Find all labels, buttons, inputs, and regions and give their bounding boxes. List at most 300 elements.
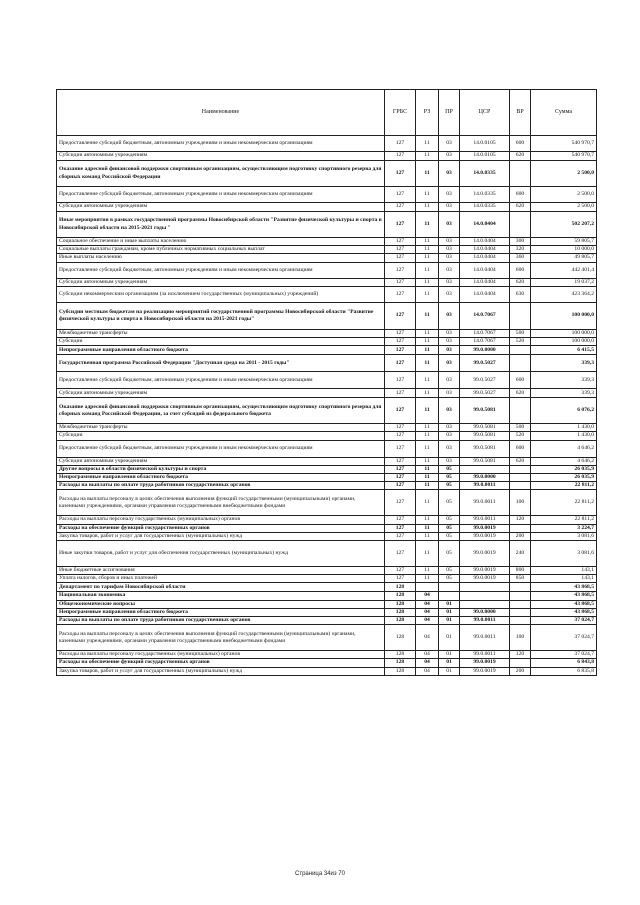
cell-vr: 520: [510, 432, 531, 440]
cell-pr: 03: [439, 212, 460, 238]
table-row: [57, 583, 597, 592]
header-grbs: ГРБС: [385, 90, 416, 136]
cell-sum: 37 024,7: [531, 625, 597, 651]
cell-grbs: 128: [385, 617, 416, 625]
cell-name: Иные выплаты населению: [57, 254, 385, 262]
cell-csr: 99.0.0019: [460, 667, 510, 675]
cell-sum: 10 000,0: [531, 246, 597, 254]
cell-name: Расходы на выплаты персоналу в целях обеспечения выполнения функций государственными (муниципальными) органами, казенными учреждениями, органами управления государственными внебюджетными фондами: [57, 490, 385, 516]
cell-name: Уплата налогов, сборов и иных платежей: [57, 575, 385, 583]
cell-rz: 11: [416, 524, 439, 532]
cell-vr: 600: [510, 372, 531, 389]
table-row: [57, 490, 597, 516]
cell-csr: 99.0.0019: [460, 541, 510, 567]
cell-grbs: 127: [385, 575, 416, 583]
cell-pr: [439, 592, 460, 600]
table-row: [57, 659, 597, 667]
cell-grbs: 127: [385, 254, 416, 262]
cell-name: Субсидии местным бюджетам на реализацию мероприятий государственной программы Новосибирской области "Развитие физической культуры и спорта в Новосибирской области на 2015-2021 годы": [57, 302, 385, 329]
cell-rz: 11: [416, 152, 439, 161]
table-row: [57, 575, 597, 583]
cell-vr: 620: [510, 389, 531, 398]
cell-pr: 01: [439, 667, 460, 675]
cell-grbs: 128: [385, 600, 416, 608]
cell-pr: 05: [439, 490, 460, 516]
cell-rz: 11: [416, 490, 439, 516]
cell-rz: 11: [416, 355, 439, 372]
cell-pr: 03: [439, 338, 460, 346]
cell-name: Субсидии: [57, 338, 385, 346]
cell-csr: 14.0.0404: [460, 278, 510, 286]
cell-pr: 03: [439, 187, 460, 203]
cell-grbs: 128: [385, 592, 416, 600]
cell-rz: 11: [416, 346, 439, 355]
cell-pr: 01: [439, 651, 460, 659]
cell-vr: 600: [510, 440, 531, 457]
cell-pr: 03: [439, 152, 460, 161]
cell-rz: 11: [416, 203, 439, 212]
cell-name: Иные закупки товаров, работ и услуг для обеспечения государственных (муниципальных) нужд: [57, 541, 385, 567]
table-row: [57, 608, 597, 616]
cell-name: Межбюджетные трансферты: [57, 424, 385, 432]
cell-rz: 11: [416, 516, 439, 524]
table-row: [57, 203, 597, 212]
cell-csr: 99.0.0000: [460, 346, 510, 355]
cell-pr: 03: [439, 161, 460, 187]
cell-pr: 05: [439, 482, 460, 490]
cell-rz: 11: [416, 246, 439, 254]
cell-grbs: 127: [385, 465, 416, 473]
table-row: [57, 440, 597, 457]
cell-grbs: 127: [385, 457, 416, 465]
cell-grbs: 127: [385, 346, 416, 355]
cell-rz: 11: [416, 262, 439, 278]
cell-csr: 99.0.0019: [460, 532, 510, 540]
table-row: [57, 187, 597, 203]
cell-csr: [460, 465, 510, 473]
cell-grbs: 127: [385, 187, 416, 203]
cell-csr: 14.0.0404: [460, 212, 510, 238]
cell-pr: 03: [439, 246, 460, 254]
cell-grbs: 128: [385, 659, 416, 667]
cell-vr: [510, 346, 531, 355]
cell-grbs: 128: [385, 608, 416, 616]
table-row: [57, 286, 597, 302]
cell-rz: 11: [416, 278, 439, 286]
cell-pr: 03: [439, 262, 460, 278]
cell-name: Закупка товаров, работ и услуг для государственных (муниципальных) нужд: [57, 667, 385, 675]
cell-pr: 01: [439, 625, 460, 651]
cell-sum: 540 970,7: [531, 152, 597, 161]
cell-vr: 100: [510, 625, 531, 651]
cell-name: Государственная программа Российской Федерации "Доступная среда на 2011 - 2015 годы": [57, 355, 385, 372]
table-row: [57, 432, 597, 440]
cell-pr: 05: [439, 516, 460, 524]
cell-rz: 11: [416, 212, 439, 238]
table-header-row: [57, 90, 597, 136]
cell-sum: 43 868,5: [531, 608, 597, 616]
cell-grbs: 127: [385, 432, 416, 440]
table-row: [57, 278, 597, 286]
cell-grbs: 128: [385, 667, 416, 675]
cell-pr: 05: [439, 532, 460, 540]
cell-rz: 11: [416, 389, 439, 398]
cell-rz: 11: [416, 432, 439, 440]
cell-name: Субсидии некоммерческим организациям (за исключением государственных (муниципальных) учреждений): [57, 286, 385, 302]
cell-csr: 99.0.5081: [460, 398, 510, 424]
cell-sum: 3 081,6: [531, 541, 597, 567]
cell-sum: 1 430,0: [531, 424, 597, 432]
cell-sum: 37 024,7: [531, 617, 597, 625]
cell-pr: 03: [439, 389, 460, 398]
cell-rz: 11: [416, 424, 439, 432]
cell-vr: 800: [510, 567, 531, 575]
cell-pr: 03: [439, 136, 460, 152]
cell-csr: 99.0.5081: [460, 457, 510, 465]
cell-sum: 26 035,9: [531, 465, 597, 473]
cell-grbs: 127: [385, 516, 416, 524]
cell-vr: 100: [510, 490, 531, 516]
cell-pr: 03: [439, 203, 460, 212]
cell-vr: [510, 600, 531, 608]
cell-csr: 99.0.5027: [460, 389, 510, 398]
cell-name: Социальные выплаты гражданам, кроме публичных нормативных социальных выплат: [57, 246, 385, 254]
cell-csr: 14.0.0404: [460, 254, 510, 262]
cell-name: Закупка товаров, работ и услуг для государственных (муниципальных) нужд: [57, 532, 385, 540]
table-row: [57, 667, 597, 675]
cell-grbs: 127: [385, 338, 416, 346]
cell-pr: 05: [439, 567, 460, 575]
cell-grbs: 127: [385, 482, 416, 490]
cell-vr: [510, 398, 531, 424]
cell-pr: 05: [439, 524, 460, 532]
cell-name: Субсидии автономным учреждениям: [57, 203, 385, 212]
cell-sum: 423 364,2: [531, 286, 597, 302]
cell-vr: 200: [510, 532, 531, 540]
cell-name: Предоставление субсидий бюджетным, автономным учреждениям и иным некоммерческим организациям: [57, 136, 385, 152]
cell-pr: 01: [439, 659, 460, 667]
cell-name: Оказание адресной финансовой поддержки спортивным организациям, осуществляющим подготовку спортивного резерва для сборных команд Российской Федерации: [57, 161, 385, 187]
cell-pr: 03: [439, 432, 460, 440]
cell-csr: [460, 600, 510, 608]
cell-vr: 320: [510, 246, 531, 254]
table-row: [57, 516, 597, 524]
cell-pr: 03: [439, 278, 460, 286]
cell-grbs: 127: [385, 424, 416, 432]
table-row: [57, 302, 597, 329]
cell-name: Расходы на выплаты по оплате труда работников государственных органов: [57, 617, 385, 625]
cell-rz: 11: [416, 329, 439, 337]
cell-csr: 14.0.0404: [460, 238, 510, 246]
cell-sum: 49 805,7: [531, 254, 597, 262]
cell-vr: 520: [510, 338, 531, 346]
cell-pr: 03: [439, 302, 460, 329]
cell-sum: 43 868,5: [531, 592, 597, 600]
cell-csr: 99.0.5027: [460, 372, 510, 389]
cell-vr: [510, 161, 531, 187]
table-row: [57, 329, 597, 337]
cell-sum: 143,1: [531, 575, 597, 583]
cell-rz: 04: [416, 667, 439, 675]
table-row: [57, 625, 597, 651]
cell-grbs: 127: [385, 372, 416, 389]
cell-grbs: 127: [385, 567, 416, 575]
cell-rz: 04: [416, 651, 439, 659]
table-row: [57, 465, 597, 473]
header-sum: Сумма: [531, 90, 597, 136]
cell-vr: [510, 592, 531, 600]
cell-vr: [510, 659, 531, 667]
cell-vr: 600: [510, 262, 531, 278]
cell-sum: 2 500,0: [531, 203, 597, 212]
cell-vr: 500: [510, 329, 531, 337]
cell-grbs: 128: [385, 625, 416, 651]
cell-name: Иные бюджетные ассигнования: [57, 567, 385, 575]
cell-csr: 99.0.0011: [460, 490, 510, 516]
cell-rz: 11: [416, 541, 439, 567]
cell-sum: 59 805,7: [531, 238, 597, 246]
cell-vr: 850: [510, 575, 531, 583]
cell-rz: 11: [416, 238, 439, 246]
cell-name: Субсидии автономным учреждениям: [57, 152, 385, 161]
cell-vr: 620: [510, 203, 531, 212]
cell-csr: 14.0.0404: [460, 262, 510, 278]
table-row: [57, 600, 597, 608]
cell-csr: 99.0.0019: [460, 567, 510, 575]
cell-csr: 99.0.0011: [460, 625, 510, 651]
cell-sum: 540 970,7: [531, 136, 597, 152]
table-body: [57, 136, 597, 676]
cell-vr: [510, 524, 531, 532]
budget-table: [56, 89, 597, 676]
cell-rz: 11: [416, 372, 439, 389]
cell-vr: [510, 474, 531, 482]
cell-grbs: 127: [385, 440, 416, 457]
cell-csr: 99.0.0019: [460, 659, 510, 667]
cell-vr: [510, 617, 531, 625]
cell-sum: 43 868,5: [531, 600, 597, 608]
cell-csr: 99.0.0011: [460, 617, 510, 625]
cell-name: Расходы на обеспечение функций государственных органов: [57, 524, 385, 532]
cell-sum: 100 000,0: [531, 338, 597, 346]
cell-name: Оказание адресной финансовой поддержки спортивным организациям, осуществляющим подготовку спортивного резерва для сборных команд Российской Федерации, за счет субсидий из федерального бюджета: [57, 398, 385, 424]
cell-sum: 37 024,7: [531, 651, 597, 659]
cell-rz: 11: [416, 136, 439, 152]
cell-sum: 339,3: [531, 355, 597, 372]
cell-grbs: 127: [385, 212, 416, 238]
header-rz: РЗ: [416, 90, 439, 136]
header-name: Наименование: [57, 90, 385, 136]
cell-name: Субсидии: [57, 432, 385, 440]
cell-name: Социальное обеспечение и иные выплаты населению: [57, 238, 385, 246]
cell-name: Другие вопросы в области физической культуры и спорта: [57, 465, 385, 473]
cell-name: Непрограммные направления областного бюджета: [57, 346, 385, 355]
cell-rz: 11: [416, 398, 439, 424]
cell-csr: 99.0.5027: [460, 355, 510, 372]
table-row: [57, 238, 597, 246]
cell-rz: 11: [416, 482, 439, 490]
cell-csr: 14.0.0105: [460, 152, 510, 161]
cell-vr: 240: [510, 541, 531, 567]
cell-rz: 04: [416, 592, 439, 600]
cell-sum: 100 000,0: [531, 302, 597, 329]
table-row: [57, 541, 597, 567]
cell-rz: 04: [416, 625, 439, 651]
cell-vr: 360: [510, 254, 531, 262]
cell-grbs: 127: [385, 286, 416, 302]
cell-sum: 6 415,5: [531, 346, 597, 355]
header-vr: ВР: [510, 90, 531, 136]
cell-sum: 4 646,2: [531, 457, 597, 465]
cell-vr: 620: [510, 152, 531, 161]
cell-vr: 630: [510, 286, 531, 302]
cell-sum: 4 646,2: [531, 440, 597, 457]
cell-vr: [510, 355, 531, 372]
cell-grbs: 127: [385, 161, 416, 187]
cell-sum: 143,1: [531, 567, 597, 575]
table-row: [57, 254, 597, 262]
cell-rz: 11: [416, 161, 439, 187]
cell-name: Департамент по тарифам Новосибирской области: [57, 583, 385, 592]
cell-rz: 11: [416, 575, 439, 583]
cell-csr: 14.0.0404: [460, 286, 510, 302]
cell-vr: 200: [510, 667, 531, 675]
cell-vr: [510, 608, 531, 616]
cell-grbs: 127: [385, 398, 416, 424]
cell-grbs: 128: [385, 583, 416, 592]
cell-sum: 6 835,8: [531, 667, 597, 675]
cell-pr: 03: [439, 286, 460, 302]
cell-pr: 03: [439, 440, 460, 457]
budget-table-container: [56, 89, 596, 676]
cell-sum: 19 037,2: [531, 278, 597, 286]
cell-pr: 03: [439, 372, 460, 389]
cell-vr: [510, 302, 531, 329]
cell-sum: 6 076,2: [531, 398, 597, 424]
cell-vr: 120: [510, 651, 531, 659]
cell-sum: 6 843,8: [531, 659, 597, 667]
cell-rz: 11: [416, 567, 439, 575]
cell-rz: 11: [416, 338, 439, 346]
table-row: [57, 136, 597, 152]
cell-sum: 502 207,2: [531, 212, 597, 238]
cell-vr: 500: [510, 424, 531, 432]
cell-name: Межбюджетные трансферты: [57, 329, 385, 337]
cell-pr: 01: [439, 600, 460, 608]
cell-csr: 14.0.0335: [460, 203, 510, 212]
cell-grbs: 127: [385, 278, 416, 286]
cell-grbs: 127: [385, 329, 416, 337]
cell-sum: 339,3: [531, 372, 597, 389]
cell-rz: 04: [416, 659, 439, 667]
cell-vr: 600: [510, 136, 531, 152]
table-row: [57, 152, 597, 161]
table-row: [57, 389, 597, 398]
cell-rz: 11: [416, 187, 439, 203]
cell-sum: 2 500,0: [531, 161, 597, 187]
table-row: [57, 532, 597, 540]
cell-name: Субсидии автономным учреждениям: [57, 457, 385, 465]
table-row: [57, 592, 597, 600]
cell-sum: 339,3: [531, 389, 597, 398]
cell-name: Расходы на обеспечение функций государственных органов: [57, 659, 385, 667]
cell-pr: 05: [439, 465, 460, 473]
cell-pr: 03: [439, 329, 460, 337]
cell-name: Предоставление субсидий бюджетным, автономным учреждениям и иным некоммерческим организациям: [57, 440, 385, 457]
cell-grbs: 127: [385, 136, 416, 152]
cell-grbs: 127: [385, 152, 416, 161]
cell-pr: 03: [439, 238, 460, 246]
header-pr: ПР: [439, 90, 460, 136]
cell-pr: 03: [439, 254, 460, 262]
cell-csr: 99.0.0000: [460, 474, 510, 482]
cell-name: Расходы на выплаты персоналу государственных (муниципальных) органов: [57, 651, 385, 659]
cell-grbs: 127: [385, 302, 416, 329]
cell-rz: 11: [416, 457, 439, 465]
cell-rz: 11: [416, 254, 439, 262]
cell-name: Субсидии автономным учреждениям: [57, 389, 385, 398]
cell-sum: 22 811,2: [531, 516, 597, 524]
cell-sum: 442 401,4: [531, 262, 597, 278]
table-row: [57, 524, 597, 532]
cell-rz: 11: [416, 532, 439, 540]
cell-csr: 99.0.0000: [460, 608, 510, 616]
table-row: [57, 617, 597, 625]
cell-name: Национальная экономика: [57, 592, 385, 600]
cell-grbs: 127: [385, 490, 416, 516]
cell-name: Предоставление субсидий бюджетным, автономным учреждениям и иным некоммерческим организациям: [57, 372, 385, 389]
table-row: [57, 338, 597, 346]
cell-grbs: 127: [385, 238, 416, 246]
table-row: [57, 474, 597, 482]
cell-rz: [416, 583, 439, 592]
cell-pr: 03: [439, 355, 460, 372]
table-row: [57, 567, 597, 575]
cell-csr: 14.0.7067: [460, 338, 510, 346]
cell-sum: 1 430,0: [531, 432, 597, 440]
cell-csr: [460, 592, 510, 600]
cell-csr: 99.0.0011: [460, 516, 510, 524]
cell-csr: [460, 583, 510, 592]
cell-csr: 99.0.5081: [460, 432, 510, 440]
cell-name: Расходы на выплаты персоналу государственных (муниципальных) органов: [57, 516, 385, 524]
cell-pr: 05: [439, 541, 460, 567]
cell-name: Субсидии автономным учреждениям: [57, 278, 385, 286]
cell-vr: 300: [510, 238, 531, 246]
cell-grbs: 127: [385, 355, 416, 372]
cell-rz: 11: [416, 302, 439, 329]
table-row: [57, 355, 597, 372]
cell-pr: 01: [439, 617, 460, 625]
table-row: [57, 346, 597, 355]
cell-pr: 03: [439, 346, 460, 355]
cell-sum: 43 868,5: [531, 583, 597, 592]
cell-pr: 05: [439, 575, 460, 583]
cell-sum: 2 500,0: [531, 187, 597, 203]
cell-vr: 120: [510, 516, 531, 524]
cell-grbs: 127: [385, 203, 416, 212]
cell-grbs: 127: [385, 474, 416, 482]
table-row: [57, 651, 597, 659]
cell-name: Предоставление субсидий бюджетным, автономным учреждениям и иным некоммерческим организациям: [57, 262, 385, 278]
cell-rz: 11: [416, 474, 439, 482]
cell-grbs: 127: [385, 389, 416, 398]
cell-csr: 99.0.5081: [460, 424, 510, 432]
cell-csr: 99.0.0019: [460, 524, 510, 532]
cell-vr: [510, 212, 531, 238]
cell-vr: 600: [510, 187, 531, 203]
cell-vr: 620: [510, 278, 531, 286]
